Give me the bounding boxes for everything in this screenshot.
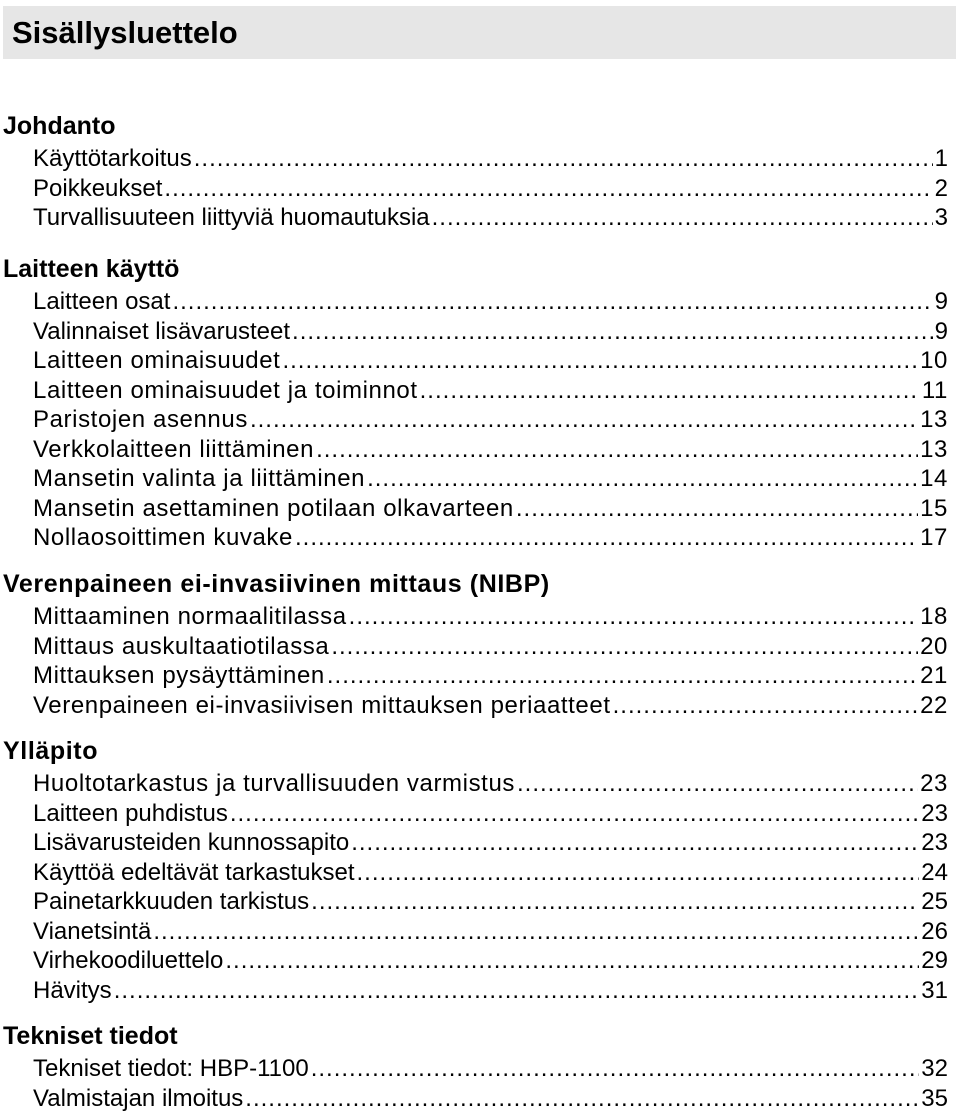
toc-entry-label: Verenpaineen ei-invasiivisen mittauksen periaatteet [33, 691, 611, 719]
toc-entry[interactable] [33, 976, 948, 1006]
toc-entry-label: Poikkeukset [33, 174, 163, 202]
toc-entry[interactable] [33, 887, 948, 917]
toc-entry[interactable] [33, 602, 948, 632]
dot-leader [367, 464, 918, 494]
toc-section-nibp [3, 566, 953, 720]
dot-leader [225, 946, 919, 976]
toc-entry-label: Laitteen ominaisuudet [33, 347, 281, 374]
dot-leader [349, 602, 918, 632]
toc-entry-label: Käyttöä edeltävät tarkastukset [33, 858, 355, 886]
dot-leader [114, 976, 920, 1006]
toc-entry-page: 20 [920, 632, 948, 660]
toc-entry-page: 3 [934, 204, 948, 231]
toc-entry-page: 17 [920, 524, 948, 551]
toc-entry-page: 24 [921, 858, 948, 886]
toc-entry-page: 1 [934, 145, 948, 172]
toc-entry-page: 9 [934, 317, 948, 345]
dot-leader [282, 346, 918, 376]
dot-leader [613, 691, 918, 721]
toc-entry-page: 10 [920, 347, 948, 374]
toc-entry-label: Painetarkkuuden tarkistus [33, 888, 310, 915]
toc-entry[interactable] [33, 769, 948, 799]
toc-entry-label: Valmistajan ilmoitus [33, 1084, 244, 1112]
toc-entry-page: 13 [920, 406, 948, 433]
toc-entry-label: Mittauksen pysäyttäminen [33, 662, 325, 689]
toc-entry-label: Tekniset tiedot: HBP-1100 [33, 1055, 309, 1082]
toc-entry[interactable] [33, 494, 948, 524]
dot-leader [331, 632, 918, 662]
toc-entry-page: 21 [920, 662, 948, 689]
dot-leader [153, 917, 919, 947]
toc-entry[interactable] [33, 376, 948, 406]
toc-entry-label: Nollaosoittimen kuvake [33, 524, 293, 551]
toc-entry[interactable] [33, 144, 948, 174]
toc-entry-page: 23 [920, 770, 948, 797]
toc-entry[interactable] [33, 405, 948, 435]
title-bar [3, 6, 956, 59]
toc-entry-label: Laitteen osat [33, 288, 171, 315]
toc-entry-page: 35 [921, 1084, 948, 1112]
toc-entry-page: 23 [921, 829, 948, 856]
toc-entry-label: Lisävarusteiden kunnossapito [33, 829, 350, 856]
section-title: Tekniset tiedot [3, 1022, 178, 1050]
dot-leader [351, 828, 919, 858]
dot-leader [245, 1084, 919, 1114]
dot-leader [420, 376, 920, 406]
toc-entry[interactable] [33, 317, 948, 347]
toc-section-laitteen-kaytto [3, 251, 953, 553]
toc-entry-page: 29 [921, 947, 948, 974]
toc-entry[interactable] [33, 464, 948, 494]
toc-entry[interactable] [33, 523, 948, 553]
toc-entry-page: 26 [921, 917, 948, 945]
page-title: Sisällysluettelo [12, 15, 238, 50]
section-title: Ylläpito [3, 737, 99, 765]
dot-leader [432, 203, 933, 233]
toc-entry-label: Huoltotarkastus ja turvallisuuden varmistus [33, 770, 515, 797]
toc-entry-page: 23 [921, 799, 948, 827]
toc-entry-label: Turvallisuuteen liittyviä huomautuksia [33, 204, 430, 231]
toc-entry-page: 22 [920, 691, 948, 719]
toc-section-tekniset-tiedot [3, 1018, 953, 1113]
toc-entry[interactable] [33, 1054, 948, 1084]
toc-entry-label: Käyttötarkoitus [33, 145, 192, 172]
toc-entry-page: 11 [921, 376, 948, 404]
toc-entry[interactable] [33, 661, 948, 691]
dot-leader [516, 494, 918, 524]
toc-entry-label: Mansetin valinta ja liittäminen [33, 465, 366, 492]
toc-section-yllapito [3, 733, 953, 1005]
dot-leader [295, 523, 918, 553]
toc-entry-page: 2 [934, 174, 948, 202]
dot-leader [164, 174, 932, 204]
dot-leader [230, 799, 919, 829]
toc-entry[interactable] [33, 203, 948, 233]
toc-entry[interactable] [33, 1084, 948, 1114]
dot-leader [194, 144, 933, 174]
toc-entry-page: 32 [921, 1055, 948, 1082]
toc-entry-label: Laitteen puhdistus [33, 799, 228, 827]
dot-leader [517, 769, 918, 799]
dot-leader [172, 287, 932, 317]
toc-entry-page: 18 [920, 603, 948, 630]
toc-entry-page: 15 [920, 494, 948, 522]
toc-entry-page: 31 [921, 976, 948, 1004]
toc-entry-page: 13 [920, 435, 948, 463]
toc-entry-page: 25 [921, 888, 948, 915]
toc-entry-label: Hävitys [33, 976, 112, 1004]
toc-entry[interactable] [33, 435, 948, 465]
dot-leader [311, 1054, 920, 1084]
toc-entry[interactable] [33, 858, 948, 888]
toc-entry-label: Mansetin asettaminen potilaan olkavarteen [33, 494, 514, 522]
toc-entry-label: Vianetsintä [33, 917, 152, 945]
toc-entry-label: Verkkolaitteen liittäminen [33, 435, 315, 463]
toc-entry[interactable] [33, 799, 948, 829]
toc-entry[interactable] [33, 691, 948, 721]
toc-entry[interactable] [33, 917, 948, 947]
toc-entry-label: Laitteen ominaisuudet ja toiminnot [33, 376, 418, 404]
toc-entry-page: 9 [934, 288, 948, 315]
toc-entry-label: Mittaaminen normaalitilassa [33, 603, 347, 630]
dot-leader [357, 858, 920, 888]
dot-leader [316, 435, 918, 465]
toc-entry[interactable] [33, 946, 948, 976]
toc-entry[interactable] [33, 632, 948, 662]
dot-leader [292, 317, 933, 347]
toc-entry[interactable] [33, 174, 948, 204]
toc-section-johdanto [3, 108, 953, 233]
section-title: Laitteen käyttö [3, 255, 180, 283]
toc-entry[interactable] [33, 828, 948, 858]
toc-entry-label: Mittaus auskultaatiotilassa [33, 632, 330, 660]
section-title: Verenpaineen ei-invasiivinen mittaus (NIBP) [3, 570, 550, 598]
toc-entry[interactable] [33, 346, 948, 376]
section-title: Johdanto [3, 112, 116, 140]
toc-entry-label: Valinnaiset lisävarusteet [33, 317, 291, 345]
toc-entry[interactable] [33, 287, 948, 317]
dot-leader [311, 887, 919, 917]
dot-leader [250, 405, 918, 435]
dot-leader [327, 661, 918, 691]
toc-entry-label: Paristojen asennus [33, 406, 248, 433]
toc-entry-page: 14 [920, 465, 948, 492]
toc-entry-label: Virhekoodiluettelo [33, 947, 224, 974]
